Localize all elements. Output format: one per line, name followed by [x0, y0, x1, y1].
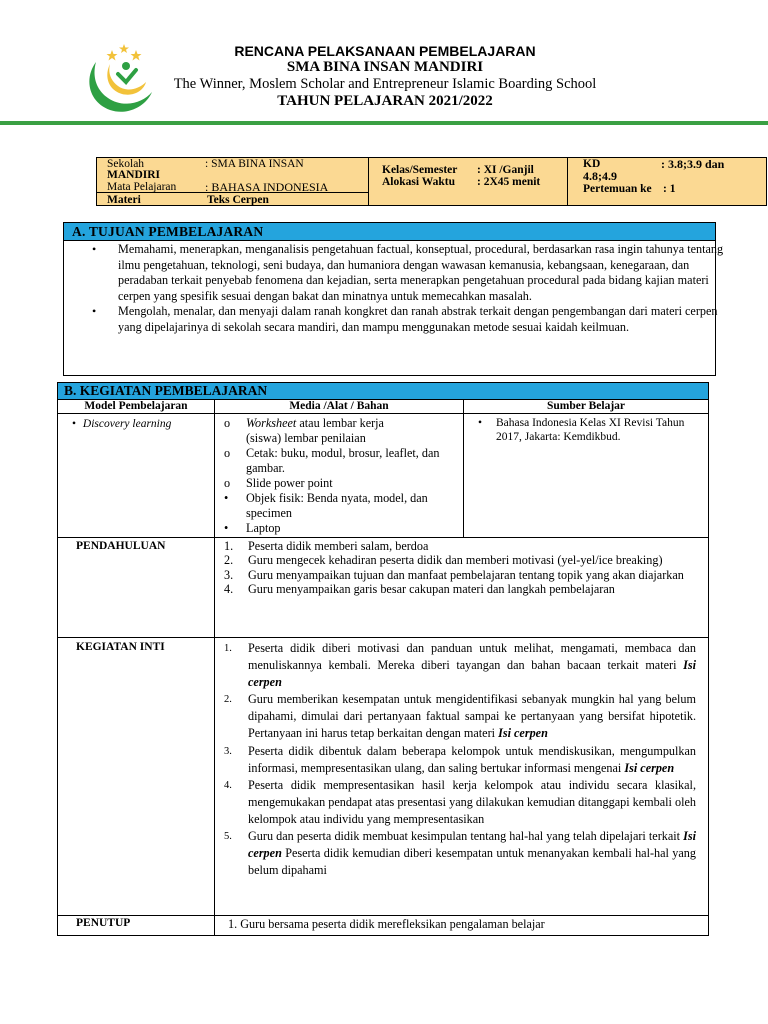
kelas-value: : XI /Ganjil [477, 164, 534, 176]
model-cell [72, 417, 171, 432]
list-item: o Cetak: buku, modul, brosur, leaflet, dan gambar. [224, 446, 440, 475]
list-item: 3. Peserta didik dibentuk dalam beberapa kelompok untuk mendiskusikan, mengumpulkan informasi, mempresentasikan ulang, dan saling bertukar informasi mengenai Isi cerpen [224, 743, 696, 775]
school-tagline: The Winner, Moslem Scholar and Entrepreneur Islamic Boarding School [173, 76, 597, 92]
kd-value: : 3.8;3.9 dan [661, 157, 725, 171]
kd-value-2: 4.8;4.9 [583, 169, 617, 183]
section-kegiatan [57, 382, 709, 936]
col-model-header: Model Pembelajaran [84, 400, 188, 412]
kd-label: KD [583, 158, 601, 170]
list-item: 2. Guru mengecek kehadiran peserta didik dan memberi motivasi (yel-yel/ice breaking) [224, 553, 663, 568]
list-item: 1. Peserta didik memberi salam, berdoa [224, 539, 429, 553]
model-value: Discovery learning [82, 418, 172, 430]
school-name: SMA BINA INSAN MANDIRI [286, 59, 484, 75]
inti-list [224, 640, 696, 879]
sekolah-label: Sekolah [107, 158, 145, 170]
list-item: • Laptop [224, 521, 281, 535]
alokasi-label: Alokasi Waktu [382, 176, 455, 188]
header-divider [0, 121, 768, 125]
sumber-value: Bahasa Indonesia Kelas XI Revisi Tahun 2017, Jakarta: Kemdikbud. [496, 417, 685, 443]
kelas-label: Kelas/Semester [382, 164, 458, 176]
section-b-header [58, 383, 708, 399]
mapel-value: : BAHASA INDONESIA [205, 180, 329, 194]
list-item: 1. Peserta didik diberi motivasi dan panduan untuk melihat, mengamati, membaca dan menuliskannya kembali. Mereka diberi tayangan dan bahan bacaan terkait materi Isi cerpen [224, 641, 696, 690]
alokasi-value: : 2X45 menit [477, 176, 541, 188]
tujuan-list [88, 242, 732, 335]
media-list [222, 416, 458, 536]
info-box [96, 157, 767, 206]
sekolah-value: : SMA BINA INSAN [205, 158, 304, 170]
list-item: • Mengolah, menalar, dan menyaji dalam ranah kongkret dan ranah abstrak terkait dengan pengembangan dari materi cerpen yang dipelajarinya di sekolah secara mandiri, dan mampu menggunakan metode sesuai kaidah keilmuan. [118, 304, 732, 335]
list-item: o Worksheet atau lembar kerja (siswa) lembar penilaian [224, 416, 384, 445]
sekolah-value-2: MANDIRI [107, 169, 161, 181]
list-item: 2. Guru memberikan kesempatan untuk mengidentifikasi sebanyak mungkin hal yang belum dipahami, dimulai dari pertanyaan faktual sampai ke pertanyaan yang bersifat hipotetik. Pertanyaan ini harus tetap berkaitan dengan materi Isi cerpen [224, 692, 696, 741]
bullet-icon: • [478, 417, 483, 429]
pertemuan-label: Pertemuan ke [583, 183, 652, 195]
penutup-label: PENUTUP [76, 917, 131, 929]
pendahuluan-label: PENDAHULUAN [76, 540, 166, 552]
materi-label: Materi [107, 194, 141, 206]
list-item: o Slide power point [224, 476, 333, 490]
bullet-icon: • [72, 418, 77, 430]
materi-value: Teks Cerpen [207, 194, 269, 206]
penutup-item: 1. Guru bersama peserta didik merefleksikan pengalaman belajar [228, 917, 545, 931]
list-item: 3. Guru menyampaikan tujuan dan manfaat pembelajaran tentang topik yang akan diajarkan [224, 567, 684, 582]
sumber-cell [478, 416, 700, 444]
doc-title: RENCANA PELAKSANAAN PEMBELAJARAN [234, 43, 536, 59]
col-media-header: Media /Alat / Bahan [289, 400, 389, 412]
academic-year: TAHUN PELAJARAN 2021/2022 [277, 93, 493, 109]
pertemuan-value: : 1 [663, 183, 676, 195]
section-b-title: B. KEGIATAN PEMBELAJARAN [64, 383, 268, 398]
list-item: • Memahami, menerapkan, menganalisis pengetahuan factual, konseptual, procedural, berdasarkan rasa ingin tahunya tentang ilmu pengetahuan, teknologi, seni budaya, dan humaniora dengan wawasan kemanusia, kebangsaan, kenegaraan, dan peradaban terkait penyebab fenomena dan kejadian, serta menerapkan pengetahuan procedural pada bidang kajian materi cerpen yang spesifik sesuai dengan bakat dan minatnya untuk memecahkan masalah. [118, 242, 732, 304]
section-a-title: A. TUJUAN PEMBELAJARAN [72, 224, 264, 239]
mapel-label: Mata Pelajaran [107, 181, 177, 193]
inti-label: KEGIATAN INTI [76, 641, 165, 653]
section-a-header [64, 223, 715, 241]
pendahuluan-list [224, 539, 704, 596]
list-item: 4. Peserta didik mempresentasikan hasil kerja kelompok atau individu secara klasikal, mengemukakan pendapat atas presentasi yang dilakukan kemudian ditanggapi kembali oleh kelompok atau individu yang mempresentasikan [224, 777, 696, 826]
col-sumber-header: Sumber Belajar [546, 400, 626, 412]
list-item: 4. Guru menyampaikan garis besar cakupan materi dan langkah pembelajaran [224, 581, 615, 596]
list-item: 5. Guru dan peserta didik membuat kesimpulan tentang hal-hal yang telah dipelajari terkait Isi cerpen Peserta didik kemudian diberi kesempatan untuk menanyakan kembali hal-hal yang belum dipahami [224, 829, 696, 878]
section-tujuan [63, 222, 724, 376]
list-item: • Objek fisik: Benda nyata, model, dan specimen [224, 491, 428, 520]
